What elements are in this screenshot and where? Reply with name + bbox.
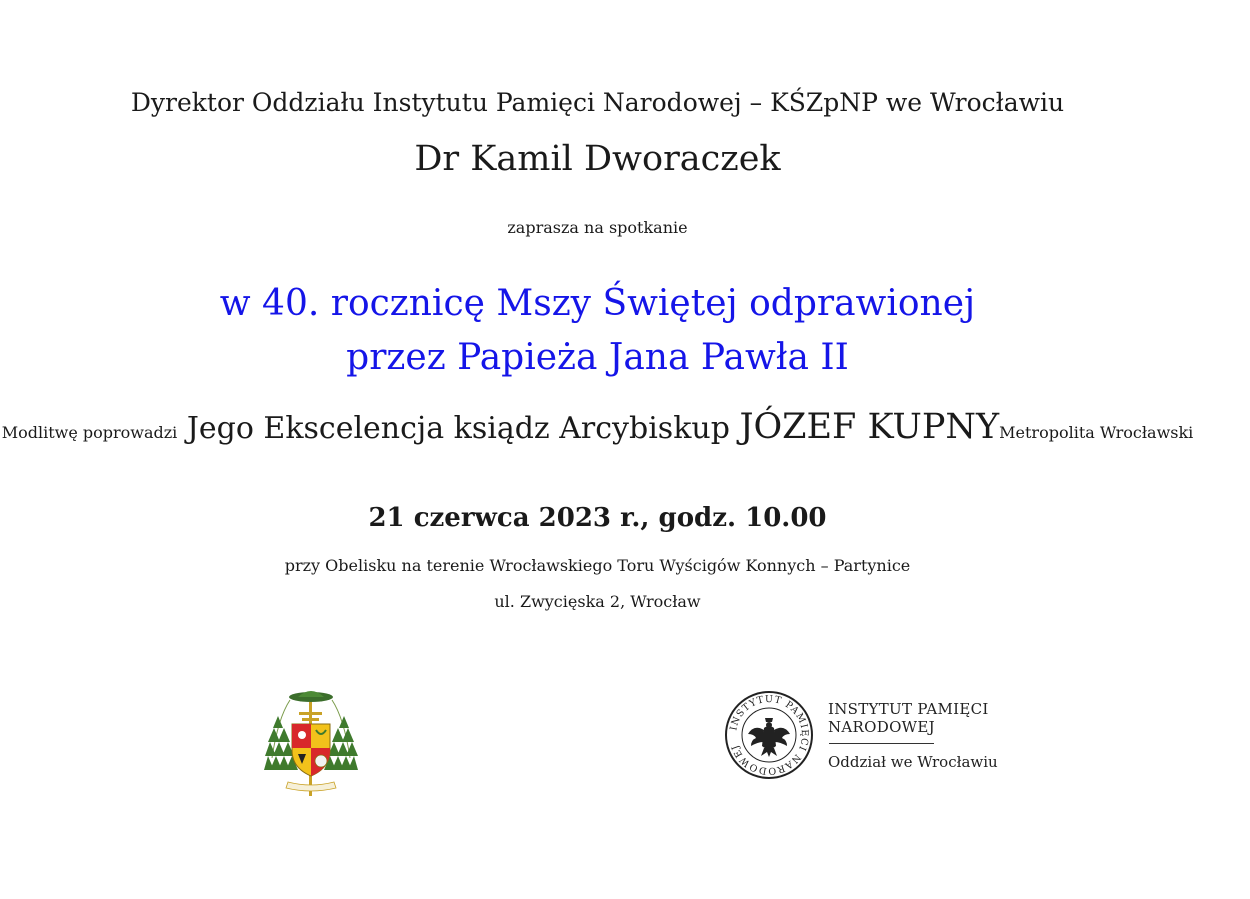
director-name: Dr Kamil Dworaczek: [414, 139, 781, 179]
prayer-line: [0, 407, 1195, 447]
event-place: przy Obelisku na terenie Wrocławskiego Toru Wyścigów Konnych – Partynice: [284, 556, 911, 575]
ipn-eagle-seal-icon: [724, 690, 814, 780]
event-title-line2: przez Papieża Jana Pawła II: [346, 337, 849, 378]
ipn-name: [828, 700, 989, 736]
ipn-divider: [829, 743, 934, 744]
ipn-name-line1: INSTYTUT PAMIĘCI: [828, 700, 989, 718]
director-line: Dyrektor Oddziału Instytutu Pamięci Narodowej – KŚZpNP we Wrocławiu: [130, 88, 1065, 117]
event-datetime: 21 czerwca 2023 r., godz. 10.00: [368, 503, 827, 533]
event-address: ul. Zwycięska 2, Wrocław: [494, 592, 701, 611]
ipn-branch: Oddział we Wrocławiu: [828, 753, 998, 771]
event-title-line1: w 40. rocznicę Mszy Świętej odprawionej: [219, 283, 976, 324]
invite-text: zaprasza na spotkanie: [507, 218, 688, 237]
prayer-intro: Modlitwę poprowadzi: [1, 423, 178, 442]
ipn-name-line2: NARODOWEJ: [828, 718, 935, 736]
prayer-name: JÓZEF KUPNY: [739, 407, 1000, 447]
prayer-role: Metropolita Wrocławski: [999, 423, 1194, 442]
prayer-title: Jego Ekscelencja ksiądz Arcybiskup: [186, 411, 730, 446]
seal-ring-text: INSTYTUT PAMIĘCI NARODOWEJ: [728, 693, 811, 777]
archbishop-coat-of-arms-icon: [264, 688, 358, 798]
